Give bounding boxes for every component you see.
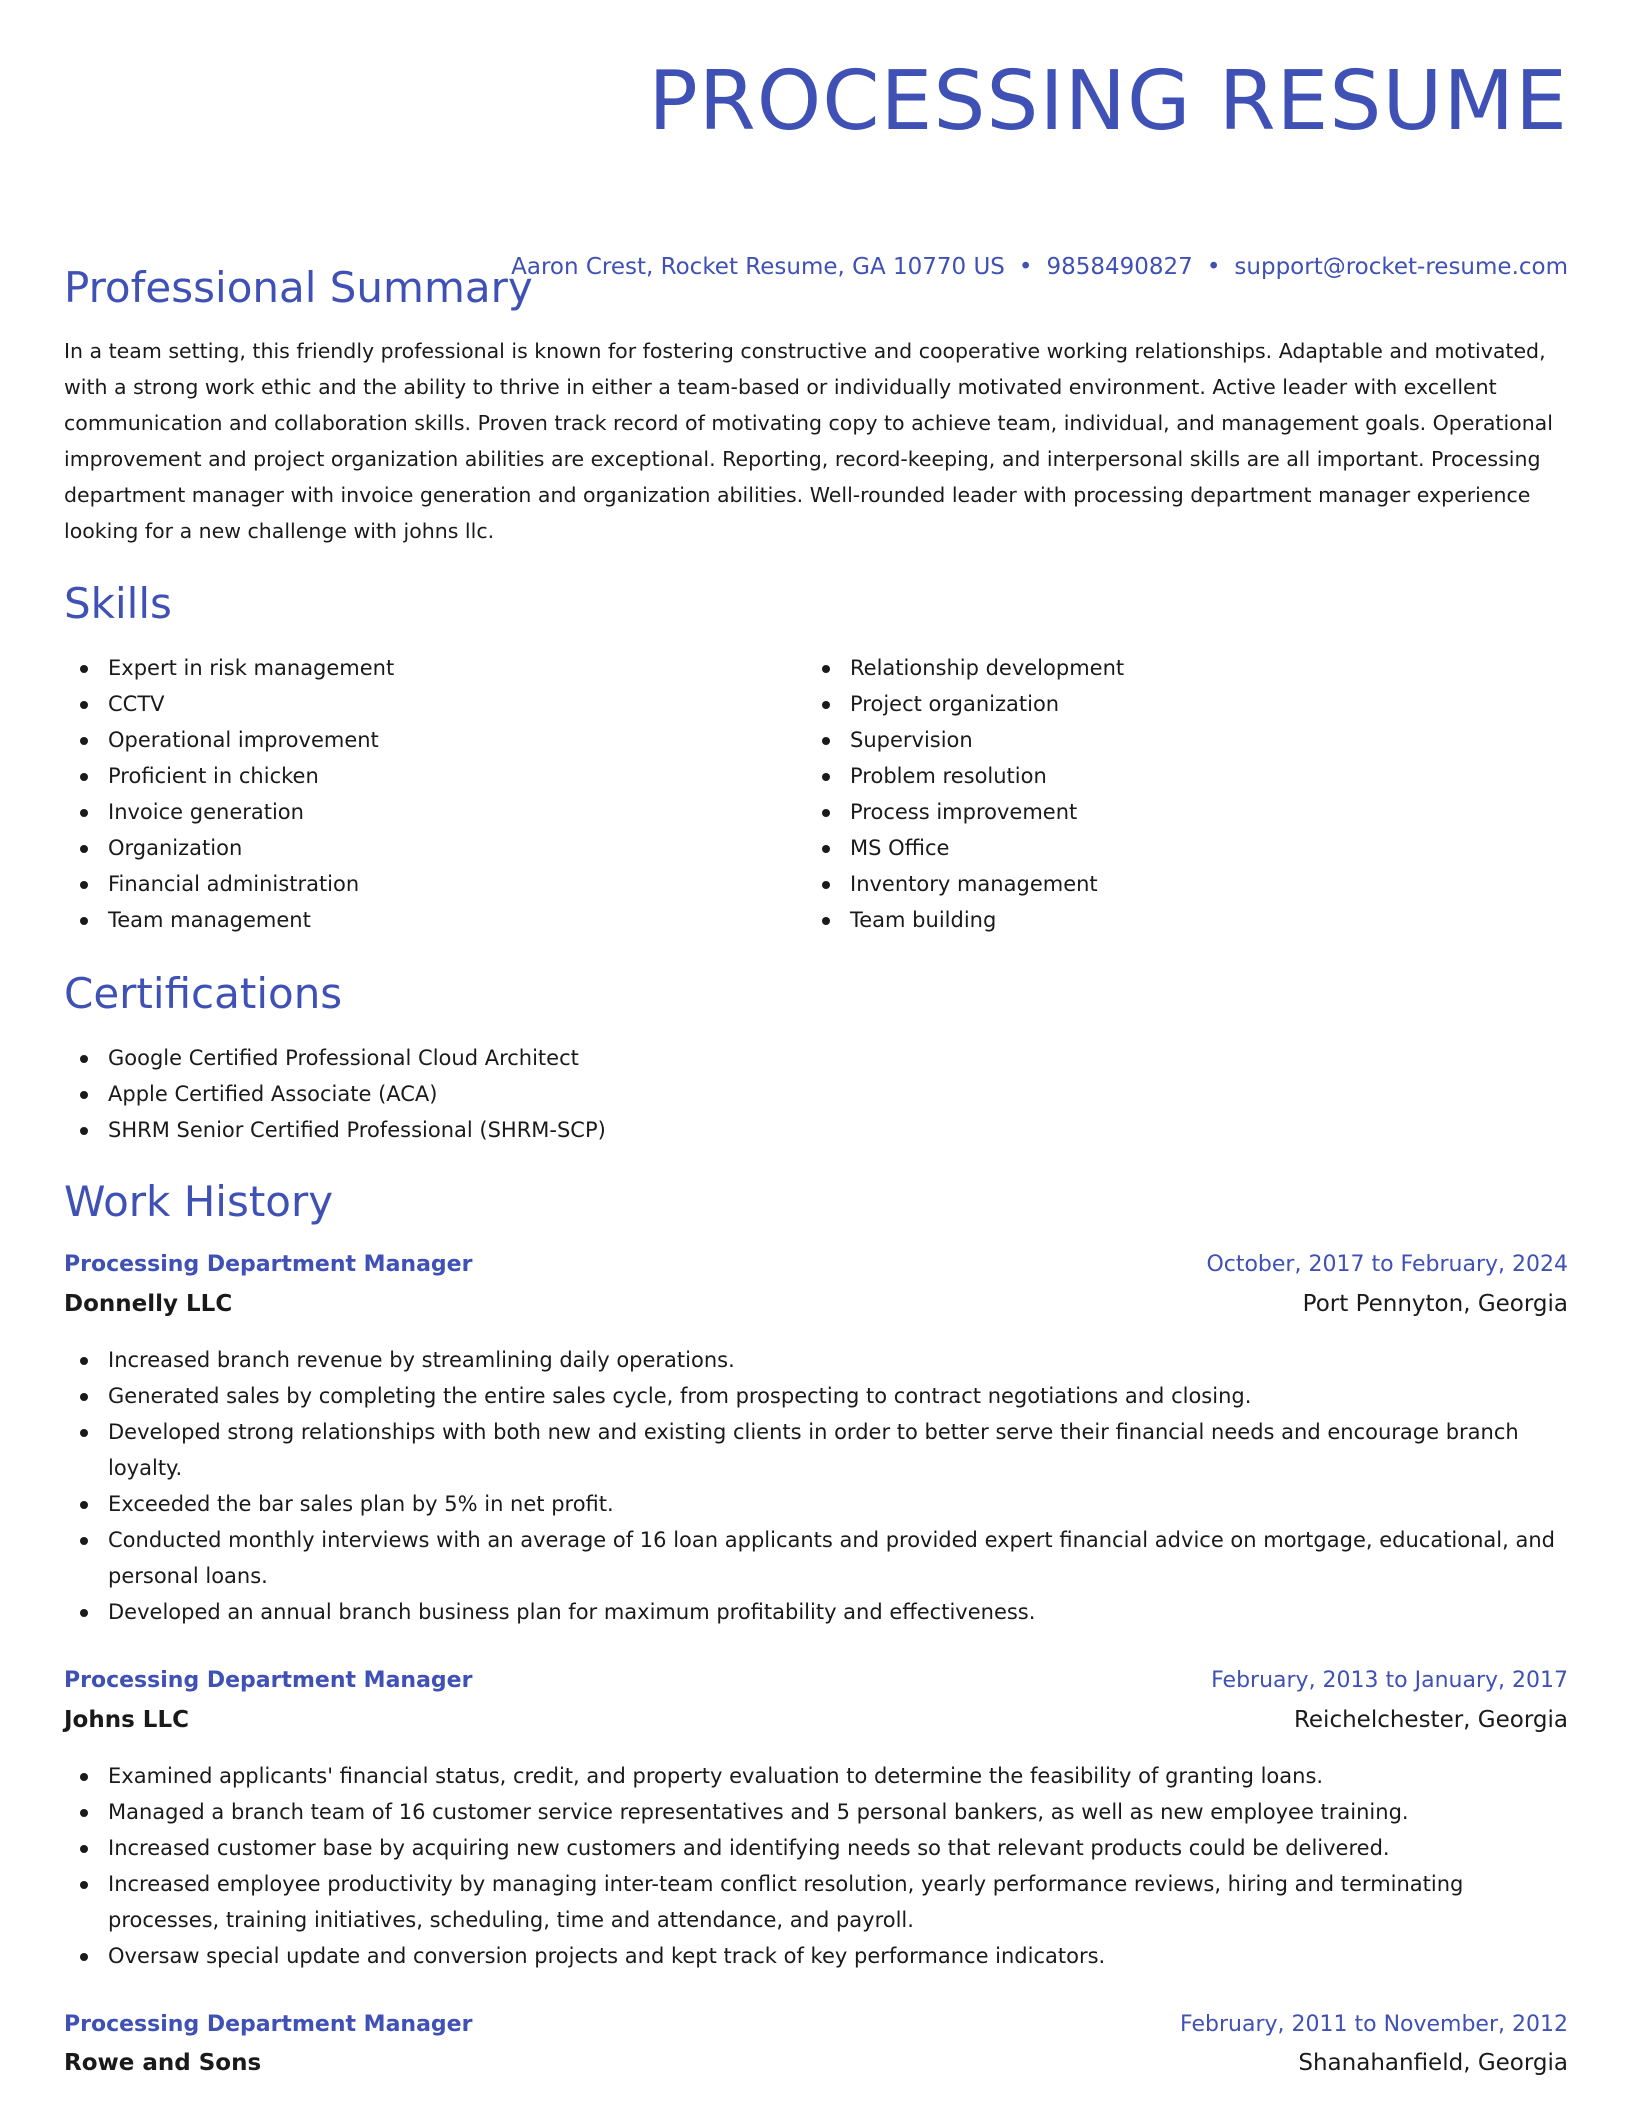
skill-item: Expert in risk management <box>64 650 764 686</box>
skill-item: Relationship development <box>806 650 1506 686</box>
job-dates: February, 2013 to January, 2017 <box>1211 1668 1568 1693</box>
job-location: Reichelchester, Georgia <box>1293 1707 1568 1733</box>
job-header <box>64 2012 1568 2037</box>
skill-item: Organization <box>64 830 764 866</box>
contact-line <box>511 252 1568 282</box>
certifications-heading: Certifications <box>64 969 343 1018</box>
skill-item: MS Office <box>806 830 1506 866</box>
skill-item: Invoice generation <box>64 794 764 830</box>
skill-item: Supervision <box>806 722 1506 758</box>
job-bullet: Developed strong relationships with both new and existing clients in order to better serve their financial needs and encourage branch loyalty. <box>64 1414 1568 1486</box>
skill-item: Team management <box>64 902 764 938</box>
job-bullets <box>64 1758 1568 1974</box>
job-bullet: Oversaw special update and conversion projects and kept track of key performance indicators. <box>64 1938 1568 1974</box>
job-bullet: Managed a branch team of 16 customer service representatives and 5 personal bankers, as well as new employee training. <box>64 1794 1568 1830</box>
skill-item: Team building <box>806 902 1506 938</box>
resume-header <box>64 0 1568 152</box>
job-location: Port Pennyton, Georgia <box>1302 1291 1568 1317</box>
job-bullet: Conducted monthly interviews with an average of 16 loan applicants and provided expert financial advice on mortgage, educational, and personal loans. <box>64 1522 1568 1594</box>
certification-item: Apple Certified Associate (ACA) <box>64 1076 1564 1112</box>
skill-item: CCTV <box>64 686 764 722</box>
job-title: Processing Department Manager <box>64 1252 473 1277</box>
contact-separator: • <box>1018 254 1033 280</box>
job-bullet: Increased branch revenue by streamlining daily operations. <box>64 1342 1568 1378</box>
job-bullet: Developed an annual branch business plan for maximum profitability and effectiveness. <box>64 1594 1568 1630</box>
job-bullet: Generated sales by completing the entire sales cycle, from prospecting to contract negotiations and closing. <box>64 1378 1568 1414</box>
job-header <box>64 1668 1568 1693</box>
job-bullets <box>64 1342 1568 1630</box>
job-bullet: Increased employee productivity by managing inter-team conflict resolution, yearly performance reviews, hiring and terminating processes, training initiatives, scheduling, time and attendance, and payroll. <box>64 1866 1568 1938</box>
certification-item: Google Certified Professional Cloud Architect <box>64 1040 1564 1076</box>
skills-list-right <box>806 650 1506 938</box>
skill-item: Process improvement <box>806 794 1506 830</box>
summary-text: In a team setting, this friendly professional is known for fostering constructive and cooperative working relationships. Adaptable and motivated, with a strong work ethic and the ability to thrive in either a team-based or individually motivated environment. Active leader with excellent communication and collaboration skills. Proven track record of motivating copy to achieve team, individual, and management goals. Operational improvement and project organization abilities are exceptional. Reporting, record-keeping, and interpersonal skills are all important. Processing department manager with invoice generation and organization abilities. Well-rounded leader with processing department manager experience looking for a new challenge with johns llc. <box>64 339 1553 543</box>
job-header <box>64 1252 1568 1277</box>
skills-heading: Skills <box>64 579 172 628</box>
skill-item: Problem resolution <box>806 758 1506 794</box>
contact-separator: • <box>1206 254 1221 280</box>
skills-list-left <box>64 650 764 938</box>
job-company: Donnelly LLC <box>64 1291 233 1317</box>
work-history-heading: Work History <box>64 1177 334 1226</box>
contact-phone: 9858490827 <box>1046 254 1193 280</box>
job-employer-row <box>64 1707 1568 1733</box>
contact-address: Aaron Crest, Rocket Resume, GA 10770 US <box>511 254 1005 280</box>
summary-heading: Professional Summary <box>64 263 533 312</box>
skill-item: Proficient in chicken <box>64 758 764 794</box>
contact-email[interactable]: support@rocket-resume.com <box>1234 254 1568 280</box>
job-bullet: Exceeded the bar sales plan by 5% in net profit. <box>64 1486 1568 1522</box>
skill-item: Operational improvement <box>64 722 764 758</box>
job-bullet: Increased customer base by acquiring new customers and identifying needs so that relevant products could be delivered. <box>64 1830 1568 1866</box>
job-dates: February, 2011 to November, 2012 <box>1180 2012 1568 2037</box>
candidate-name: PROCESSING RESUME <box>648 54 1568 149</box>
job-location: Shanahanfield, Georgia <box>1298 2050 1568 2076</box>
job-company: Johns LLC <box>64 1707 189 1733</box>
skill-item: Inventory management <box>806 866 1506 902</box>
skill-item: Financial administration <box>64 866 764 902</box>
job-title: Processing Department Manager <box>64 1668 473 1693</box>
certification-item: SHRM Senior Certified Professional (SHRM-SCP) <box>64 1112 1564 1148</box>
job-company: Rowe and Sons <box>64 2050 262 2076</box>
job-bullet: Examined applicants' financial status, credit, and property evaluation to determine the feasibility of granting loans. <box>64 1758 1568 1794</box>
job-employer-row <box>64 2050 1568 2076</box>
certifications-list <box>64 1040 1564 1148</box>
job-employer-row <box>64 1291 1568 1317</box>
job-dates: October, 2017 to February, 2024 <box>1206 1252 1568 1277</box>
job-title: Processing Department Manager <box>64 2012 473 2037</box>
skill-item: Project organization <box>806 686 1506 722</box>
